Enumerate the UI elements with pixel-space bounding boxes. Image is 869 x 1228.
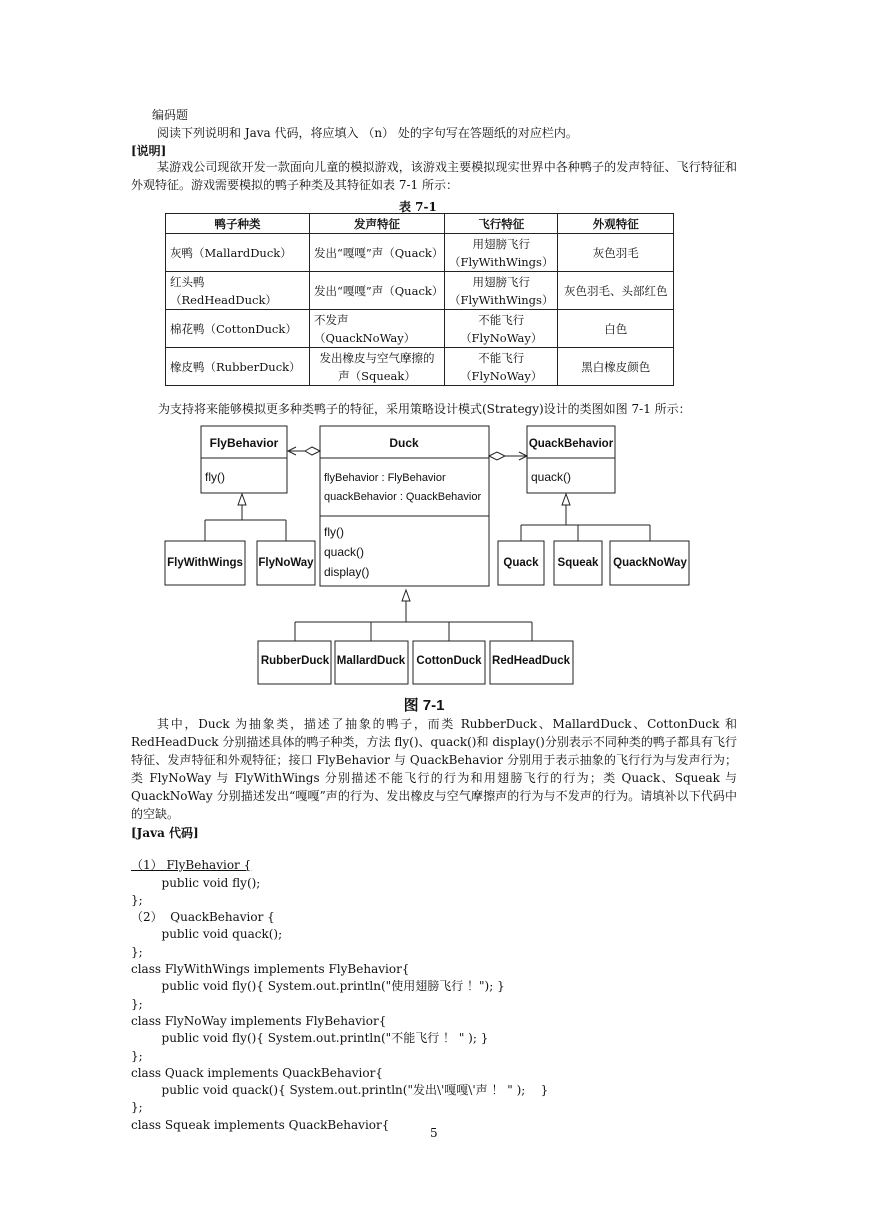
table-cell: 棉花鸭（CottonDuck） (166, 310, 310, 348)
duck-name: Duck (389, 436, 419, 450)
code-line: class Quack implements QuackBehavior{ (131, 1065, 383, 1080)
table-header: 飞行特征 (445, 214, 558, 234)
code-line: public void quack(){ System.out.println("发出\'嘎嘎\'声 ！ " ); } (131, 1083, 549, 1098)
code-line: public void fly(); (131, 875, 261, 890)
page-number: 5 (430, 1126, 438, 1140)
class-mallardduck: MallardDuck (336, 655, 406, 667)
code-line: }; (131, 944, 143, 959)
table-header: 发声特征 (310, 214, 445, 234)
table-cell: 灰色羽毛、头部红色 (558, 272, 674, 310)
desc-paragraph: 某游戏公司现欲开发一款面向儿童的模拟游戏，该游戏主要模拟现实世界中各种鸭子的发声特征、飞行特征和外观特征。游戏需要模拟的鸭子种类及其特征如表 7-1 所示： (131, 160, 737, 192)
heading: 编码题 (152, 108, 189, 122)
code-line: （1） FlyBehavior { (131, 858, 252, 873)
class-squeak: Squeak (557, 557, 599, 569)
duck-method-fly: fly() (324, 525, 344, 539)
class-rubberduck: RubberDuck (260, 655, 330, 667)
table-cell: 发出“嘎嘎”声（Quack） (310, 272, 445, 310)
table-header: 外观特征 (558, 214, 674, 234)
class-quack: Quack (503, 557, 539, 569)
table-caption: 表 7-1 (399, 200, 437, 214)
duck-method-display: display() (324, 565, 370, 579)
code-line: （2） QuackBehavior { (131, 910, 275, 925)
table-cell: 用翅膀飞行（FlyWithWings） (445, 234, 558, 272)
flybehavior-name: FlyBehavior (209, 436, 279, 450)
table-cell: 橡皮鸭（RubberDuck） (166, 348, 310, 386)
class-redheadduck: RedHeadDuck (492, 655, 570, 667)
class-quacknoway: QuackNoWay (613, 557, 687, 569)
diagram-intro: 为支持将来能够模拟更多种类鸭子的特征，采用策略设计模式(Strategy)设计的类图如图 7-1 所示： (158, 402, 691, 416)
code-line: class Squeak implements QuackBehavior{ (131, 1117, 390, 1132)
table-cell: 发出“嘎嘎”声（Quack） (310, 234, 445, 272)
code-line: }; (131, 1048, 143, 1063)
intro: 阅读下列说明和 Java 代码，将应填入 （n） 处的字句写在答题纸的对应栏内。 (157, 126, 578, 140)
flybehavior-method: fly() (205, 470, 225, 484)
class-cottonduck: CottonDuck (416, 655, 482, 667)
code-line: }; (131, 1100, 143, 1115)
table-cell: 灰鸭（MallardDuck） (166, 234, 310, 272)
figure-caption: 图 7-1 (403, 697, 445, 714)
class-flynoway: FlyNoWay (258, 557, 314, 569)
table-cell: 不发声（QuackNoWay） (310, 310, 445, 348)
duck-attr-fly: flyBehavior : FlyBehavior (324, 472, 446, 484)
quackbehavior-method: quack() (531, 470, 572, 484)
explanation-paragraph: 其中，Duck 为抽象类，描述了抽象的鸭子，而类 RubberDuck、MallardDuck、CottonDuck 和 RedHeadDuck 分别描述具体的鸭子种类，方法 fly()、quack()和 display()分别表示不同种类的鸭子都具有飞行特征、发声特征和外观特征；接口 FlyBehavior 与 QuackBehavior 分别用于表示抽象的飞行行为与发声行为；类 FlyNoWay 与 FlyWithWings 分别描述不能飞行的行为和用翅膀飞行的行为；类 Quack、Squeak 与 QuackNoWay 分别描述发出“嘎嘎”声的行为、发出橡皮与空气摩擦声的行为与不发声的行为。请填补以下代码中的空缺。 (131, 717, 737, 821)
table-cell: 不能飞行（FlyNoWay） (445, 348, 558, 386)
duck-method-quack: quack() (324, 545, 365, 559)
table-cell: 不能飞行（FlyNoWay） (445, 310, 558, 348)
code-label: [Java 代码] (131, 826, 199, 840)
table-cell: 发出橡皮与空气摩擦的声（Squeak） (310, 348, 445, 386)
code-block (131, 840, 548, 1151)
code-line: public void fly(){ System.out.println("使用翅膀飞行 ！"); } (131, 979, 505, 994)
code-line: class FlyWithWings implements FlyBehavior{ (131, 962, 410, 977)
class-flywithwings: FlyWithWings (167, 557, 243, 569)
quackbehavior-name: QuackBehavior (528, 438, 614, 450)
duck-box (320, 426, 489, 586)
code-line: }; (131, 996, 143, 1011)
code-line: class FlyNoWay implements FlyBehavior{ (131, 1013, 387, 1028)
table-cell: 灰色羽毛 (558, 234, 674, 272)
code-line: public void quack(); (131, 927, 283, 942)
table-cell: 红头鸭（RedHeadDuck） (166, 272, 310, 310)
desc-label: [说明] (131, 144, 167, 158)
table-cell: 黑白橡皮颜色 (558, 348, 674, 386)
code-line: public void fly(){ System.out.println("不能飞行 ！ " ); } (131, 1031, 489, 1046)
duck-attr-quack: quackBehavior : QuackBehavior (324, 491, 482, 503)
table-header: 鸭子种类 (166, 214, 310, 234)
table-cell: 白色 (558, 310, 674, 348)
table-cell: 用翅膀飞行（FlyWithWings） (445, 272, 558, 310)
code-line: }; (131, 892, 143, 907)
